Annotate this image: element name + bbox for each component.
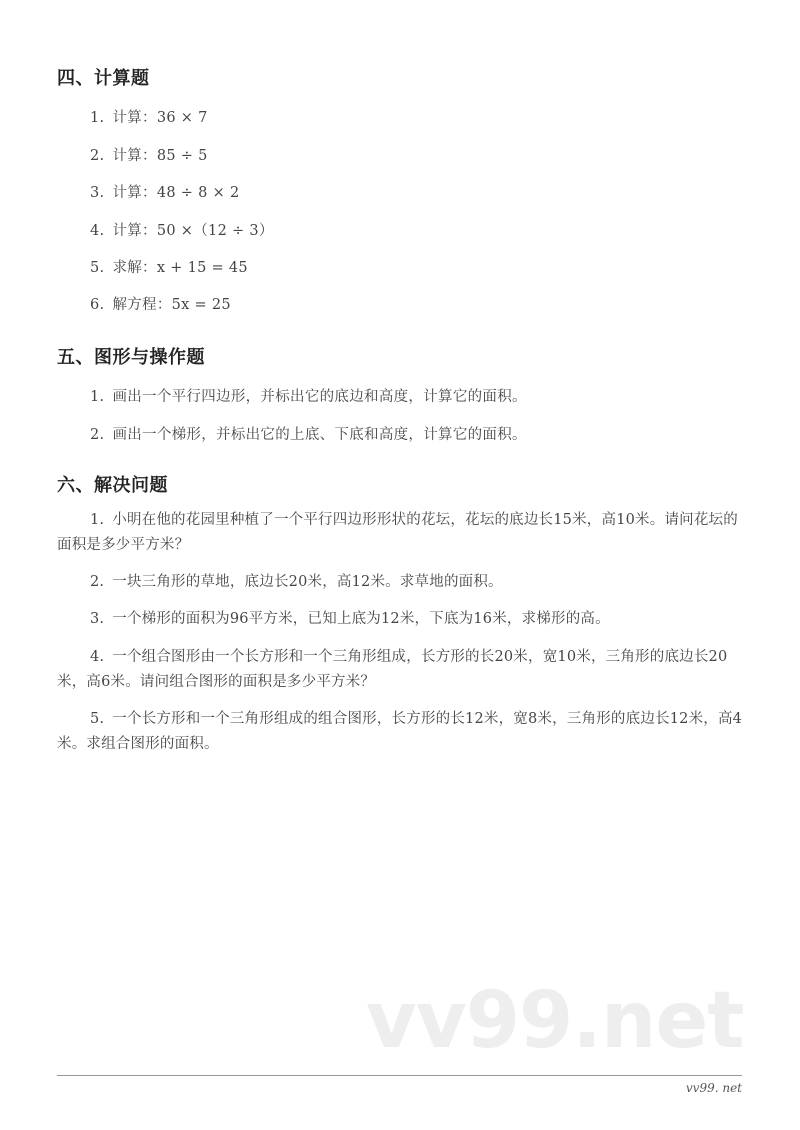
section-heading-problem-solving: 六、解决问题 xyxy=(57,475,168,496)
item-text: 计算：36 × 7 xyxy=(112,110,208,126)
list-item xyxy=(90,144,208,165)
item-text: 一个长方形和一个三角形组成的组合图形，长方形的长12米，宽8米，三角形的底边长12米，高4米。求组合图形的面积。 xyxy=(57,711,743,752)
item-number: 1. xyxy=(90,512,105,528)
item-number: 4. xyxy=(90,223,105,239)
item-number: 2. xyxy=(90,427,105,443)
item-text: 一个梯形的面积为96平方米，已知上底为12米，下底为16米，求梯形的高。 xyxy=(112,611,610,627)
section-heading-geometry: 五、图形与操作题 xyxy=(57,347,205,368)
item-number: 5. xyxy=(90,711,105,727)
item-text: 画出一个梯形，并标出它的上底、下底和高度，计算它的面积。 xyxy=(112,427,527,443)
item-number: 1. xyxy=(90,110,105,126)
item-number: 1. xyxy=(90,389,105,405)
watermark-logo: vv99.net xyxy=(366,976,744,1066)
item-text: 解方程：5x = 25 xyxy=(112,297,231,313)
paragraph-item xyxy=(57,645,747,695)
item-text: 一块三角形的草地，底边长20米，高12米。求草地的面积。 xyxy=(112,574,503,590)
item-text: 计算：48 ÷ 8 × 2 xyxy=(112,185,240,201)
paragraph-item xyxy=(57,508,747,558)
paragraph-item xyxy=(57,607,747,632)
list-item xyxy=(90,293,231,314)
item-text: 画出一个平行四边形，并标出它的底边和高度，计算它的面积。 xyxy=(112,389,527,405)
item-text: 计算：50 ×（12 ÷ 3） xyxy=(112,223,274,239)
footer-divider xyxy=(57,1075,742,1076)
paragraph-item xyxy=(57,570,747,595)
item-number: 3. xyxy=(90,611,105,627)
item-text: 求解：x + 15 = 45 xyxy=(112,260,248,276)
item-text: 小明在他的花园里种植了一个平行四边形形状的花坛，花坛的底边长15米，高10米。请问花坛的面积是多少平方米？ xyxy=(57,512,738,553)
list-item xyxy=(90,385,527,406)
list-item xyxy=(90,219,274,240)
item-number: 2. xyxy=(90,574,105,590)
list-item xyxy=(90,181,239,202)
item-text: 一个组合图形由一个长方形和一个三角形组成，长方形的长20米，宽10米，三角形的底边长20米，高6米。请问组合图形的面积是多少平方米？ xyxy=(57,649,728,690)
item-number: 2. xyxy=(90,148,105,164)
footer-site-label: vv99. net xyxy=(685,1081,742,1095)
item-number: 3. xyxy=(90,185,105,201)
item-number: 4. xyxy=(90,649,105,665)
section-heading-calculation: 四、计算题 xyxy=(57,68,150,89)
list-item xyxy=(90,256,248,277)
list-item xyxy=(90,106,208,127)
paragraph-item xyxy=(57,707,747,757)
item-number: 5. xyxy=(90,260,105,276)
item-text: 计算：85 ÷ 5 xyxy=(112,148,208,164)
list-item xyxy=(90,423,527,444)
item-number: 6. xyxy=(90,297,105,313)
